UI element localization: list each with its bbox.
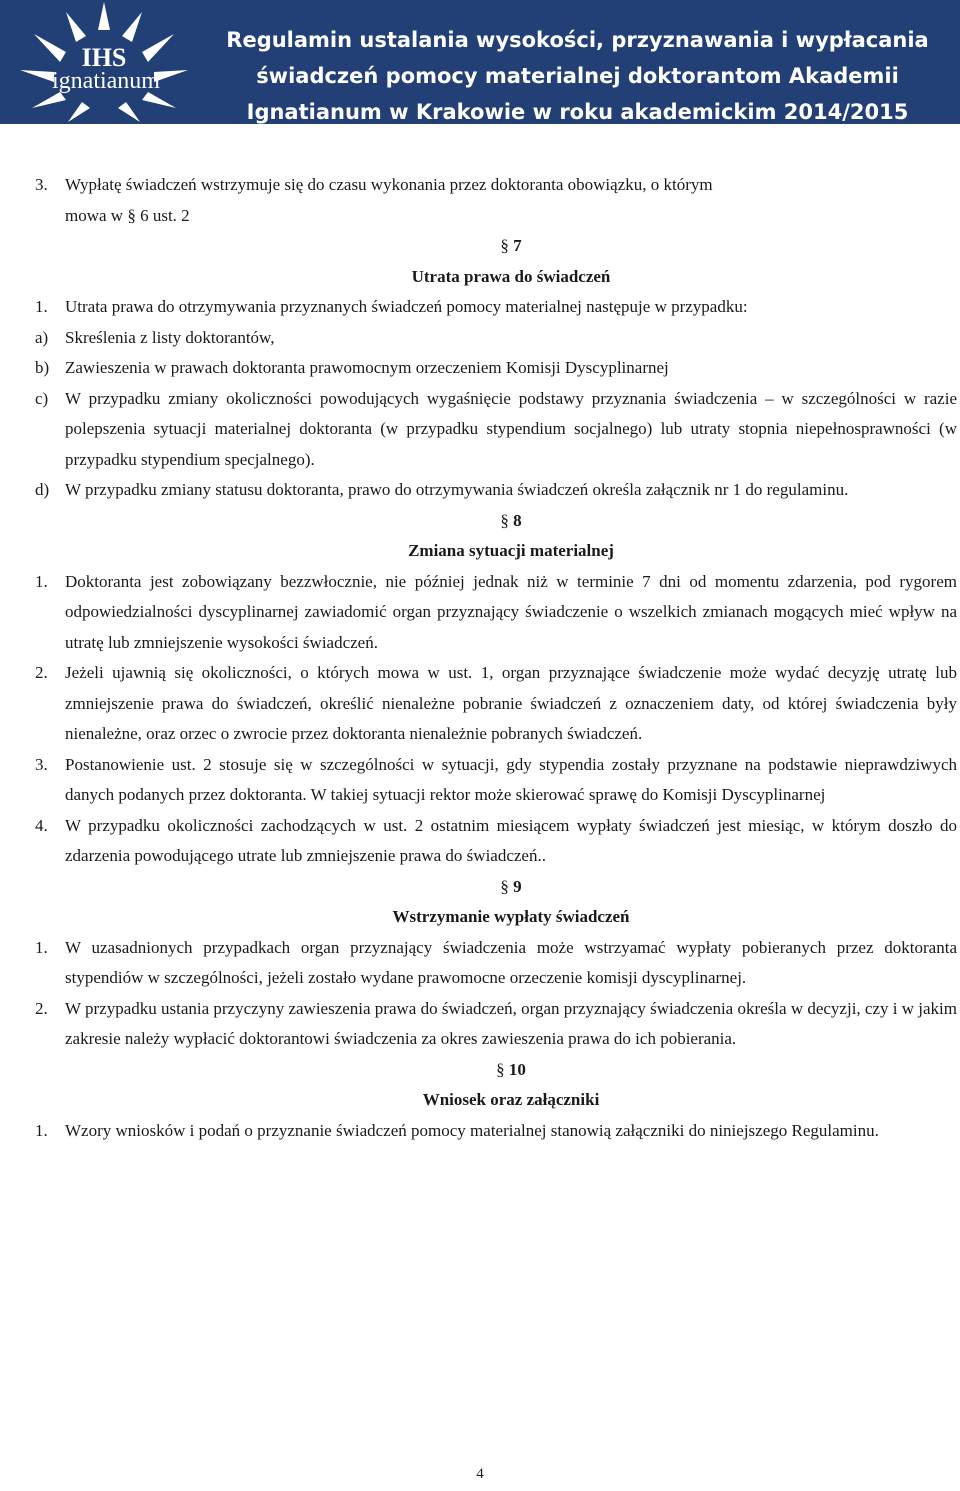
- section-9-point-2: [35, 994, 957, 1055]
- section-10-title: Wniosek oraz załączniki: [422, 1090, 600, 1109]
- section-7-point-c: [35, 384, 957, 476]
- section-sign: §: [500, 510, 509, 530]
- point-text: Zawieszenia w prawach doktoranta prawomocnym orzeczeniem Komisji Dyscyplinarnej: [65, 358, 669, 377]
- title-line-2: świadczeń pomocy materialnej doktorantom Akademii: [256, 64, 899, 88]
- list-marker: b): [35, 358, 50, 377]
- list-marker: 3.: [35, 175, 48, 194]
- list-marker: 4.: [35, 815, 48, 835]
- section-7-point-1: [35, 292, 957, 323]
- list-marker: 1.: [35, 1120, 48, 1140]
- section-8-title: Zmiana sytuacji materialnej: [408, 541, 614, 560]
- section-8-point-4: [35, 811, 957, 872]
- point-text: Jeżeli ujawnią się okoliczności, o których mowa w ust. 1, organ przyznające świadczenie może wydać decyzję utratę lub zmniejszenie prawa do świadczeń, określić nienależne pobranie świadczeń z oznaczeniem daty, od której świadczenia były nienależne, oraz orzec o zwrocie przez doktoranta nienależnie pobranych świadczeń.: [65, 663, 957, 743]
- point-text: Utrata prawa do otrzymywania przyznanych świadczeń pomocy materialnej następuje w przypadku:: [65, 297, 748, 316]
- logo-wordmark: ignatianum: [52, 68, 160, 94]
- section-number: 8: [513, 510, 522, 530]
- list-marker: 3.: [35, 754, 48, 774]
- paragraph-line: Wypłatę świadczeń wstrzymuje się do czasu wykonania przez doktoranta obowiązku, o którym: [65, 175, 713, 194]
- paragraph-line: mowa w § 6 ust. 2: [65, 205, 190, 225]
- section-number: 9: [513, 876, 522, 896]
- title-line-1: Regulamin ustalania wysokości, przyznawania i wypłacania: [226, 28, 929, 52]
- section-10-number: [35, 1055, 957, 1086]
- title-line-3: Ignatianum w Krakowie w roku akademickim 2014/2015: [246, 100, 909, 124]
- list-marker: 2.: [35, 663, 48, 682]
- list-marker: 1.: [35, 571, 48, 591]
- list-marker: 2.: [35, 998, 48, 1018]
- section-sign: §: [500, 236, 509, 255]
- section-7-number: [35, 231, 957, 262]
- section-sign: §: [496, 1059, 505, 1079]
- section-8-point-1: [35, 567, 957, 659]
- point-text: Postanowienie ust. 2 stosuje się w szczególności w sytuacji, gdy stypendia zostały przyznane na podstawie nieprawdziwych danych podanych przez doktoranta. W takiej sytuacji rektor może skierować sprawę do Komisji Dyscyplinarnej: [65, 754, 957, 804]
- ignatianum-logo: [6, 0, 202, 124]
- list-marker: a): [35, 327, 49, 347]
- section-8-number: [35, 506, 957, 537]
- section-9-point-1: [35, 933, 957, 994]
- section-7-title: Utrata prawa do świadczeń: [411, 266, 611, 286]
- section-9-title: Wstrzymanie wypłaty świadczeń: [392, 907, 630, 926]
- section-9-number: [35, 872, 957, 903]
- list-marker: 1.: [35, 297, 48, 316]
- point-text: Skreślenia z listy doktorantów,: [65, 327, 275, 347]
- document-title: [205, 22, 950, 130]
- section-8-point-2: [35, 658, 957, 750]
- paragraph-3: [35, 170, 957, 231]
- section-number: 10: [508, 1059, 526, 1079]
- list-marker: 1.: [35, 937, 48, 957]
- section-10-point-1: [35, 1116, 957, 1147]
- logo-ihs: IHS: [81, 43, 127, 72]
- point-text: Wzory wniosków i podań o przyznanie świadczeń pomocy materialnej stanowią załączniki do niniejszego Regulaminu.: [65, 1120, 879, 1140]
- point-text: W przypadku okoliczności zachodzących w ust. 2 ostatnim miesiącem wypłaty świadczeń jest miesiąc, w którym doszło do zdarzenia powodującego utrate lub zmniejszenie prawa do świadczeń..: [65, 815, 957, 865]
- point-text: W przypadku zmiany statusu doktoranta, prawo do otrzymywania świadczeń określa załącznik nr 1 do regulaminu.: [65, 480, 849, 499]
- list-marker: c): [35, 388, 49, 408]
- document-body: [35, 170, 957, 1146]
- point-text: Doktoranta jest zobowiązany bezzwłocznie, nie później jednak niż w terminie 7 dni od momentu zdarzenia, pod rygorem odpowiedzialności dyscyplinarnej zawiadomić organ przyznający świadczenie o wszelkich zmianach mogących mieć wpływ na utratę lub zmniejszenie wysokości świadczeń.: [65, 571, 957, 652]
- list-marker: d): [35, 480, 50, 499]
- section-sign: §: [500, 876, 509, 896]
- page-number: 4: [476, 1466, 484, 1482]
- point-text: W uzasadnionych przypadkach organ przyznający świadczenia może wstrzyamać wypłaty pobieranych przez doktoranta stypendiów w szczególności, jeżeli zostało wydane prawomocne orzeczenie komisji dyscyplinarnej.: [65, 937, 957, 987]
- section-7-point-d: [35, 475, 957, 506]
- section-7-point-b: [35, 353, 957, 384]
- document-header: [0, 0, 960, 124]
- section-number: 7: [513, 236, 522, 255]
- point-text: W przypadku ustania przyczyny zawieszenia prawa do świadczeń, organ przyznający świadczenia określa w decyzji, czy i w jakim zakresie należy wypłacić doktorantowi świadczenia za okres zawieszenia prawa do ich pobierania.: [65, 998, 957, 1048]
- section-7-point-a: [35, 323, 957, 354]
- section-8-point-3: [35, 750, 957, 811]
- point-text: W przypadku zmiany okoliczności powodujących wygaśnięcie podstawy przyznania świadczenia – w szczególności w razie polepszenia sytuacji materialnej doktoranta (w przypadku stypendium socjalnego) lub utraty stopnia niepełnosprawności (w przypadku stypendium specjalnego).: [65, 388, 957, 469]
